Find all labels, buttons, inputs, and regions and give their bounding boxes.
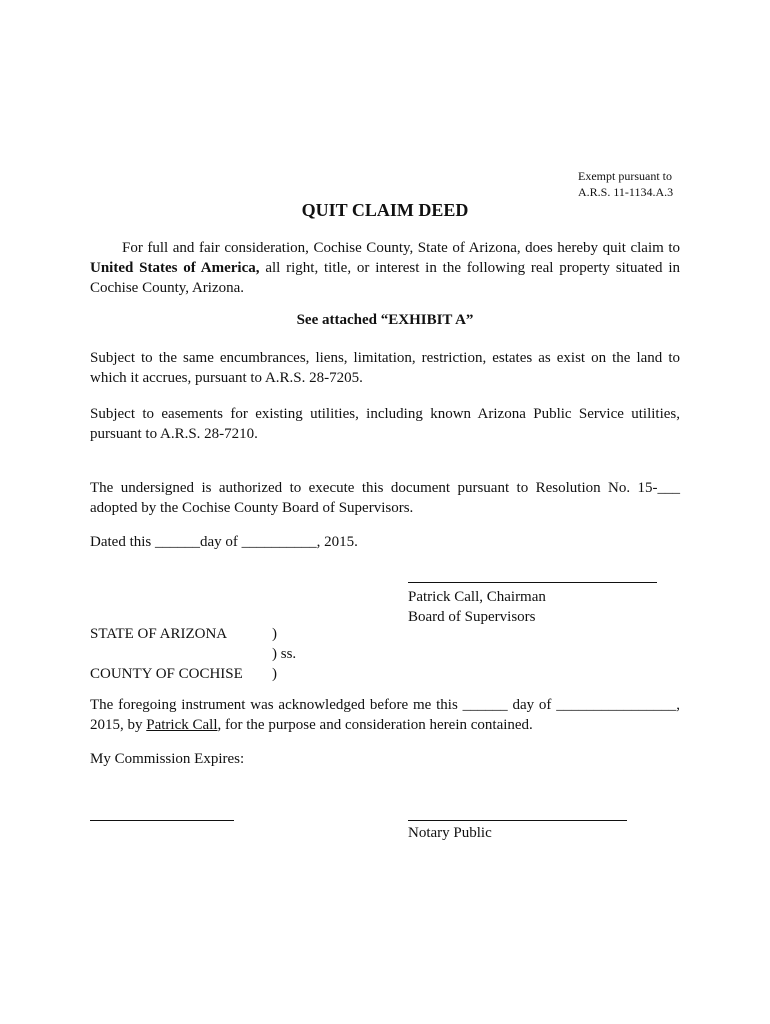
venue-parentheses (272, 624, 296, 684)
exempt-notice (578, 168, 673, 200)
notary-label: Notary Public (408, 825, 492, 841)
acknowledgment-text-a: The foregoing instrument was acknowledged before me this ______ day of ________________, 2015, by (90, 697, 680, 733)
exempt-line-2: A.R.S. 11-1134.A.3 (578, 185, 674, 199)
signer-block (408, 587, 546, 627)
acknowledgment-text-b: , for the purpose and consideration herein contained. (217, 717, 533, 733)
venue-state: STATE OF ARIZONA (90, 626, 228, 642)
signer-title: Board of Supervisors (408, 609, 536, 625)
encumbrances-paragraph: Subject to the same encumbrances, liens, limitation, restriction, estates as exist on the land to which it accrues, pursuant to A.R.S. 28-7205. (90, 350, 680, 386)
commission-date-line (90, 820, 234, 821)
venue-block (90, 624, 243, 684)
dated-line: Dated this ______day of __________, 2015. (90, 534, 358, 550)
venue-paren-2: ) ss. (272, 646, 297, 662)
acknowledgment-paragraph (90, 695, 680, 735)
venue-paren-3: ) (272, 666, 277, 682)
acknowledged-person: Patrick Call (146, 717, 218, 733)
venue-blank (90, 644, 243, 664)
notary-signature-line (408, 820, 627, 821)
document-title: QUIT CLAIM DEED (301, 200, 469, 220)
signer-name: Patrick Call, Chairman (408, 589, 546, 605)
venue-paren-1: ) (272, 626, 277, 642)
exempt-line-1: Exempt pursuant to (578, 169, 672, 183)
authorization-paragraph: The undersigned is authorized to execute this document pursuant to Resolution No. 15-___ adopted by the Cochise County Board of Supervisors. (90, 480, 680, 516)
grantee-name: United States of America, (90, 260, 260, 276)
consideration-text-a: For full and fair consideration, Cochise County, State of Arizona, does hereby quit claim to (122, 240, 680, 256)
venue-county: COUNTY OF COCHISE (90, 666, 243, 682)
easements-paragraph: Subject to easements for existing utilities, including known Arizona Public Service utilities, pursuant to A.R.S. 28-7210. (90, 406, 680, 442)
consideration-paragraph (90, 238, 680, 298)
chairman-signature-line (408, 582, 657, 583)
exhibit-reference: See attached “EXHIBIT A” (296, 312, 474, 328)
commission-expires: My Commission Expires: (90, 751, 245, 767)
consideration-text-b: all right, title, or interest in the following real property situated in Cochise County, Arizona. (90, 260, 680, 296)
